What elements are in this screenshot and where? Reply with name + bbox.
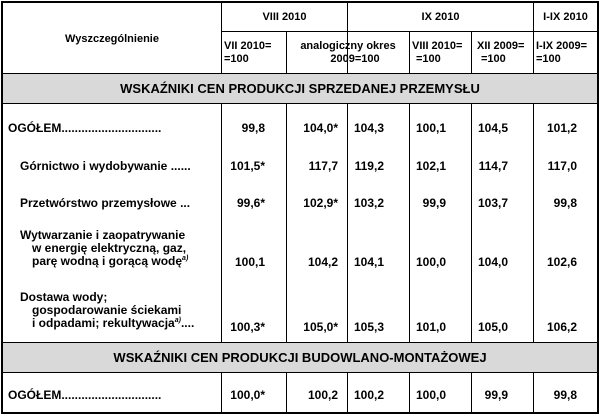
row-label-energy: Wytwarzanie i zaopatrywanie w energię elektryczną, gaz, parę wodną i gorącą wodę$^{a)}$: [20, 228, 189, 268]
value-cell: 104,0: [477, 255, 508, 269]
value-cell: 114,7: [478, 159, 508, 173]
row-label-total: OGÓŁEM..............................: [8, 388, 162, 402]
column-rule: [471, 104, 472, 343]
footnote-marker: a): [174, 317, 181, 324]
column-rule: [286, 104, 287, 343]
group-header: I-IX 2010: [543, 11, 588, 23]
subheader: XII 2009= =100: [477, 40, 525, 65]
value-cell: 102,1: [415, 159, 446, 173]
value-cell: 100,0*: [230, 388, 265, 402]
value-cell: 99,9: [422, 196, 446, 210]
row-label-water: Dostawa wody; gospodarowanie ściekami i odpadami; rekultywacja$^{a)}$....: [20, 290, 195, 330]
value-cell: 102,9*: [303, 196, 338, 210]
value-cell: 105,3: [353, 320, 384, 334]
value-cell: 101,5*: [230, 159, 265, 173]
value-cell: 99,8: [241, 121, 265, 135]
row-label-manufacturing: Przetwórstwo przemysłowe ...: [20, 196, 191, 210]
subheader: I-IX 2009= =100: [536, 40, 588, 65]
value-cell: 103,2: [353, 196, 384, 210]
column-rule: [409, 104, 410, 343]
subheader: analogiczny okres 2009=100: [300, 40, 396, 65]
value-cell: 104,0*: [303, 121, 338, 135]
value-cell: 100,3*: [230, 320, 265, 334]
group-header: VIII 2010: [262, 11, 307, 23]
value-cell: 104,5: [477, 121, 508, 135]
section-title: WSKAŹNIKI CEN PRODUKCJI SPRZEDANEJ PRZEMYSŁU: [120, 81, 480, 96]
column-rule: [221, 104, 222, 343]
row-label-mining: Górnictwo i wydobywanie ......: [20, 159, 191, 173]
section-rule: [2, 372, 598, 373]
value-cell: 105,0*: [303, 320, 338, 334]
value-cell: 101,0: [415, 320, 446, 334]
section-rule: [2, 342, 598, 343]
value-cell: 99,6*: [236, 196, 265, 210]
header-bottom-rule: [2, 73, 598, 74]
value-cell: 99,9: [484, 388, 508, 402]
value-cell: 100,0: [415, 388, 446, 402]
value-cell: 119,2: [354, 159, 384, 173]
value-cell: 101,2: [546, 121, 577, 135]
value-cell: 104,3: [353, 121, 384, 135]
column-rule: [347, 104, 348, 343]
section-rule: [2, 103, 598, 104]
column-rule: [409, 32, 410, 74]
value-cell: 117,7: [308, 159, 338, 173]
subheader: VII 2010= =100: [224, 40, 272, 65]
table-border: [1, 1, 599, 3]
value-cell: 99,8: [553, 196, 577, 210]
group-header: IX 2010: [421, 11, 460, 23]
value-cell: 103,7: [477, 196, 508, 210]
column-rule: [471, 32, 472, 74]
value-cell: 105,0: [477, 320, 508, 334]
footnote-marker: a): [182, 255, 189, 262]
value-cell: 100,2: [307, 388, 338, 402]
table-border: [1, 412, 599, 414]
value-cell: 104,2: [307, 255, 338, 269]
value-cell: 102,6: [546, 255, 577, 269]
value-cell: 100,1: [234, 255, 265, 269]
row-label-total: OGÓŁEM..............................: [8, 121, 162, 135]
subheader: VIII 2010= =100: [412, 40, 463, 65]
section-title: WSKAŹNIKI CEN PRODUKCJI BUDOWLANO-MONTAŻOWEJ: [113, 350, 487, 365]
value-cell: 100,0: [415, 255, 446, 269]
row-label-header: Wyszczególnienie: [65, 33, 159, 45]
column-rule: [533, 104, 534, 343]
value-cell: 100,2: [353, 388, 384, 402]
value-cell: 117,0: [547, 159, 577, 173]
value-cell: 100,1: [415, 121, 446, 135]
value-cell: 106,2: [546, 320, 577, 334]
value-cell: 104,1: [353, 255, 384, 269]
value-cell: 99,8: [553, 388, 577, 402]
